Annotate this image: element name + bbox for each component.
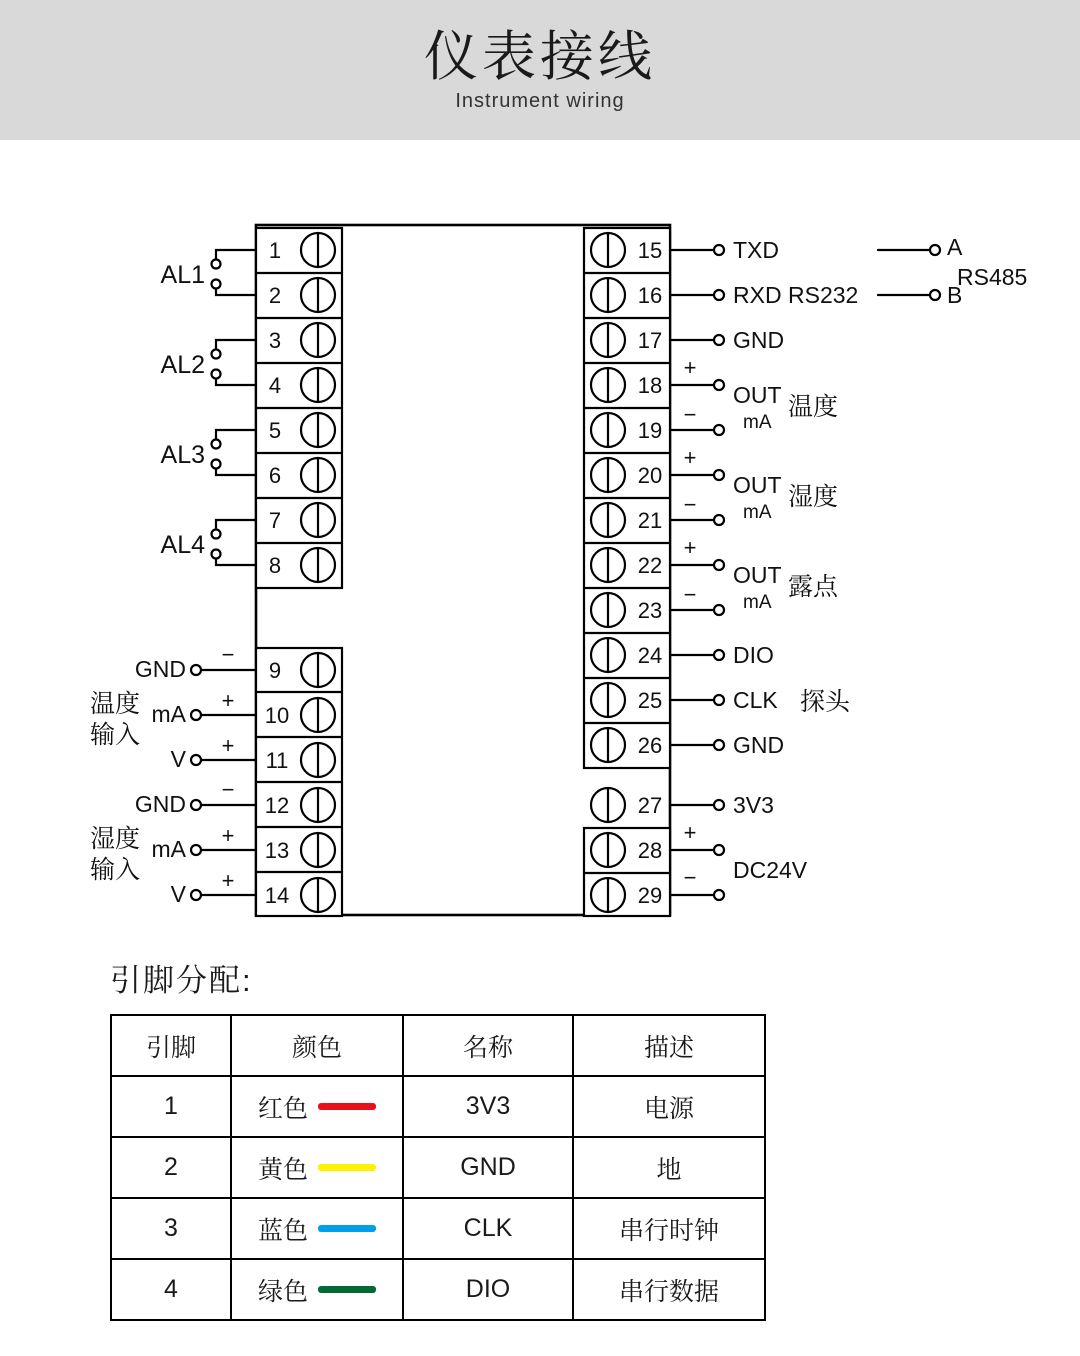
alarm-wiring: [212, 250, 257, 565]
svg-text:DC24V: DC24V: [733, 857, 808, 883]
page-title: 仪表接线: [424, 27, 656, 87]
svg-text:TXD: TXD: [733, 237, 779, 263]
svg-text:+: +: [683, 535, 697, 560]
cell-desc: 串行数据: [573, 1259, 765, 1320]
svg-text:28: 28: [637, 838, 663, 863]
header-desc: 描述: [573, 1015, 765, 1076]
cell-color: [231, 1137, 403, 1198]
page-subtitle: Instrument wiring: [455, 90, 625, 112]
color-swatch: [318, 1103, 376, 1110]
cell-pin: 4: [111, 1259, 231, 1320]
header-name: 名称: [403, 1015, 573, 1076]
right-signal-labels: [733, 237, 784, 818]
cell-name: GND: [403, 1137, 573, 1198]
pin-assignment-title: 引脚分配:: [110, 963, 253, 998]
cell-name: CLK: [403, 1198, 573, 1259]
svg-text:−: −: [683, 492, 697, 517]
svg-text:14: 14: [264, 883, 290, 908]
header-color: 颜色: [231, 1015, 403, 1076]
svg-text:+: +: [683, 820, 697, 845]
cell-name: 3V3: [403, 1076, 573, 1137]
svg-text:27: 27: [637, 793, 663, 818]
color-label: 蓝色: [257, 1216, 308, 1245]
svg-text:RXD: RXD: [733, 282, 782, 308]
cell-color: [231, 1076, 403, 1137]
svg-text:3: 3: [268, 328, 282, 353]
svg-text:V: V: [170, 881, 186, 907]
svg-text:mA: mA: [743, 592, 772, 613]
svg-text:1: 1: [268, 238, 282, 263]
svg-text:20: 20: [637, 463, 663, 488]
svg-text:15: 15: [637, 238, 663, 263]
color-swatch: [318, 1164, 376, 1171]
svg-text:+: +: [683, 445, 697, 470]
svg-text:22: 22: [637, 553, 663, 578]
color-label: 黄色: [257, 1155, 308, 1184]
cell-desc: 串行时钟: [573, 1198, 765, 1259]
svg-text:+: +: [221, 688, 235, 713]
color-label: 绿色: [257, 1277, 308, 1306]
svg-text:18: 18: [637, 373, 663, 398]
svg-text:mA: mA: [743, 412, 772, 433]
cell-color: [231, 1259, 403, 1320]
svg-text:RS232: RS232: [788, 282, 859, 308]
svg-text:OUT: OUT: [733, 562, 782, 588]
svg-text:湿度: 湿度: [89, 825, 140, 853]
svg-text:−: −: [221, 642, 235, 667]
svg-text:13: 13: [264, 838, 290, 863]
left-input-signs: [222, 642, 235, 893]
svg-text:B: B: [947, 282, 963, 308]
svg-text:17: 17: [637, 328, 663, 353]
svg-text:探头: 探头: [800, 688, 851, 716]
svg-text:21: 21: [637, 508, 663, 533]
cell-color: [231, 1198, 403, 1259]
svg-text:A: A: [947, 234, 963, 260]
svg-text:OUT: OUT: [733, 382, 782, 408]
alarm-labels: [161, 261, 206, 559]
table-row: [111, 1076, 765, 1137]
svg-text:6: 6: [268, 463, 282, 488]
table-row: [111, 1137, 765, 1198]
color-label: 红色: [257, 1094, 308, 1123]
svg-text:湿度: 湿度: [788, 483, 839, 511]
svg-text:23: 23: [637, 598, 663, 623]
svg-text:9: 9: [268, 658, 282, 683]
table-row: [111, 1259, 765, 1320]
svg-text:−: −: [683, 582, 697, 607]
svg-text:12: 12: [264, 793, 290, 818]
svg-text:29: 29: [637, 883, 663, 908]
svg-text:mA: mA: [151, 836, 186, 862]
svg-text:3V3: 3V3: [733, 792, 774, 818]
svg-text:AL2: AL2: [160, 351, 205, 379]
pin-assignment-section: [0, 955, 1080, 1321]
svg-text:5: 5: [268, 418, 282, 443]
svg-text:输入: 输入: [89, 721, 140, 749]
table-row: [111, 1198, 765, 1259]
svg-text:GND: GND: [134, 791, 186, 817]
cell-name: DIO: [403, 1259, 573, 1320]
right-output-signs: [684, 355, 697, 890]
cell-pin: 1: [111, 1076, 231, 1137]
svg-text:19: 19: [637, 418, 663, 443]
wiring-diagram: [0, 140, 1080, 940]
svg-text:10: 10: [264, 703, 290, 728]
svg-text:25: 25: [637, 688, 663, 713]
svg-text:4: 4: [268, 373, 282, 398]
color-swatch: [318, 1225, 376, 1232]
svg-text:GND: GND: [733, 732, 785, 758]
svg-text:温度: 温度: [89, 690, 140, 718]
svg-text:7: 7: [268, 508, 282, 533]
cell-pin: 2: [111, 1137, 231, 1198]
svg-text:16: 16: [637, 283, 663, 308]
cell-pin: 3: [111, 1198, 231, 1259]
svg-text:2: 2: [268, 283, 282, 308]
svg-text:+: +: [221, 823, 235, 848]
svg-text:露点: 露点: [788, 573, 839, 601]
header-pin: 引脚: [111, 1015, 231, 1076]
cell-desc: 电源: [573, 1076, 765, 1137]
svg-text:+: +: [683, 355, 697, 380]
svg-text:−: −: [221, 777, 235, 802]
svg-text:RS485: RS485: [957, 264, 1028, 290]
svg-text:输入: 输入: [89, 856, 140, 884]
svg-text:DIO: DIO: [733, 642, 774, 668]
svg-text:26: 26: [637, 733, 663, 758]
left-input-labels: [135, 656, 187, 907]
svg-text:mA: mA: [743, 502, 772, 523]
color-swatch: [318, 1286, 376, 1293]
svg-text:11: 11: [265, 748, 289, 773]
svg-text:AL4: AL4: [160, 531, 205, 559]
pin-assignment-table: [110, 1014, 766, 1321]
table-header-row: [111, 1015, 765, 1076]
svg-text:−: −: [683, 402, 697, 427]
svg-text:AL1: AL1: [160, 261, 205, 289]
svg-text:GND: GND: [134, 656, 186, 682]
svg-text:+: +: [221, 868, 235, 893]
svg-text:mA: mA: [151, 701, 186, 727]
cell-desc: 地: [573, 1137, 765, 1198]
svg-text:24: 24: [637, 643, 663, 668]
svg-text:V: V: [170, 746, 186, 772]
svg-text:+: +: [221, 733, 235, 758]
svg-text:OUT: OUT: [733, 472, 782, 498]
svg-text:AL3: AL3: [160, 441, 205, 469]
svg-text:温度: 温度: [788, 393, 839, 421]
page-header: [0, 0, 1080, 140]
left-input-groups: [90, 690, 140, 884]
svg-text:GND: GND: [733, 327, 785, 353]
svg-text:CLK: CLK: [733, 687, 778, 713]
right-pin-numbers: [638, 238, 662, 908]
svg-text:−: −: [683, 865, 697, 890]
svg-text:8: 8: [268, 553, 282, 578]
